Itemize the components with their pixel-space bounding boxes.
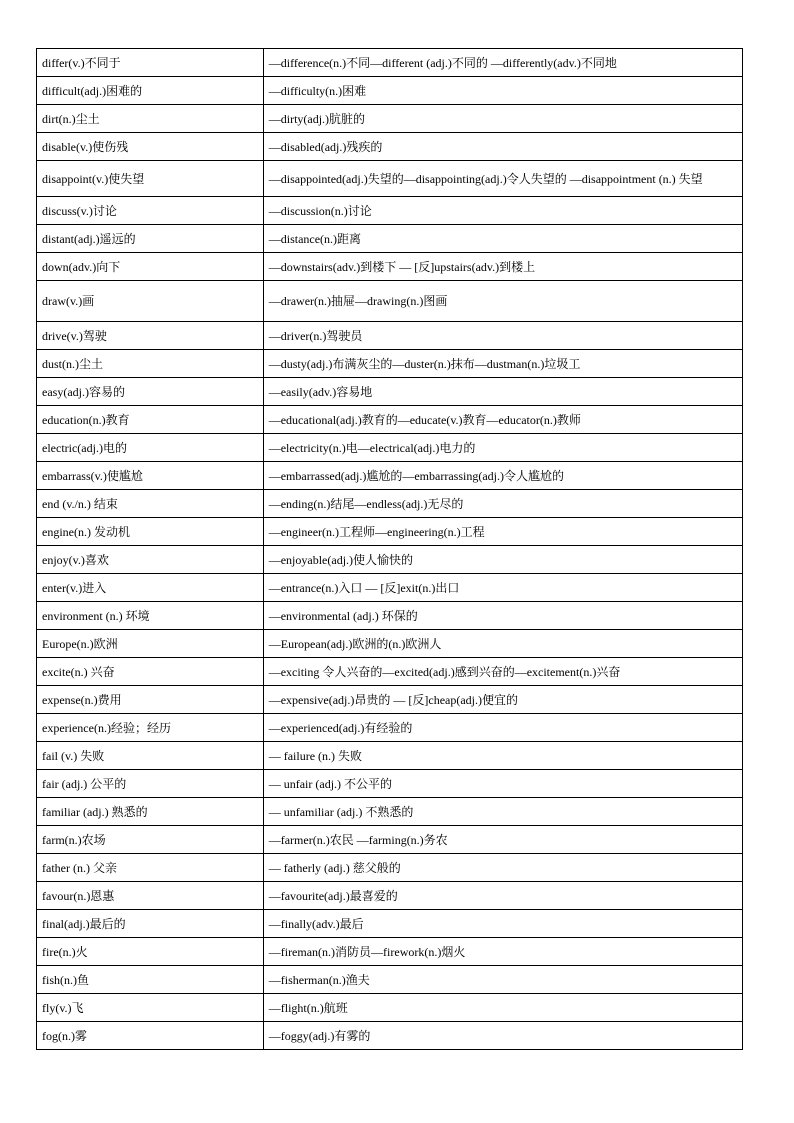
derivatives-cell: —drawer(n.)抽屉—drawing(n.)图画 xyxy=(263,281,742,322)
word-cell: difficult(adj.)困难的 xyxy=(37,77,264,105)
table-row xyxy=(37,714,743,742)
word-cell: differ(v.)不同于 xyxy=(37,49,264,77)
derivatives-cell: —environmental (adj.) 环保的 xyxy=(263,602,742,630)
table-row xyxy=(37,281,743,322)
table-row xyxy=(37,966,743,994)
table-row xyxy=(37,490,743,518)
derivatives-cell: —exciting 令人兴奋的—excited(adj.)感到兴奋的—excitement(n.)兴奋 xyxy=(263,658,742,686)
word-cell: engine(n.) 发动机 xyxy=(37,518,264,546)
word-cell: excite(n.) 兴奋 xyxy=(37,658,264,686)
table-row xyxy=(37,658,743,686)
word-cell: electric(adj.)电的 xyxy=(37,434,264,462)
table-row xyxy=(37,1022,743,1050)
word-cell: dust(n.)尘土 xyxy=(37,350,264,378)
derivatives-cell: —European(adj.)欧洲的(n.)欧洲人 xyxy=(263,630,742,658)
word-cell: enjoy(v.)喜欢 xyxy=(37,546,264,574)
derivatives-cell: —distance(n.)距离 xyxy=(263,225,742,253)
derivatives-cell: —dusty(adj.)布满灰尘的—duster(n.)抹布—dustman(n.)垃圾工 xyxy=(263,350,742,378)
derivatives-cell: — fatherly (adj.) 慈父般的 xyxy=(263,854,742,882)
table-row xyxy=(37,133,743,161)
word-cell: discuss(v.)讨论 xyxy=(37,197,264,225)
word-cell: disappoint(v.)使失望 xyxy=(37,161,264,197)
derivatives-cell: —easily(adv.)容易地 xyxy=(263,378,742,406)
word-cell: draw(v.)画 xyxy=(37,281,264,322)
derivatives-cell: —driver(n.)驾驶员 xyxy=(263,322,742,350)
table-row xyxy=(37,49,743,77)
derivatives-cell: —fireman(n.)消防员—firework(n.)烟火 xyxy=(263,938,742,966)
derivatives-cell: —fisherman(n.)渔夫 xyxy=(263,966,742,994)
table-row xyxy=(37,854,743,882)
table-row xyxy=(37,742,743,770)
table-row xyxy=(37,630,743,658)
word-cell: fail (v.) 失败 xyxy=(37,742,264,770)
table-row xyxy=(37,882,743,910)
derivatives-cell: —foggy(adj.)有雾的 xyxy=(263,1022,742,1050)
word-cell: experience(n.)经验；经历 xyxy=(37,714,264,742)
word-cell: distant(adj.)遥远的 xyxy=(37,225,264,253)
table-row xyxy=(37,77,743,105)
table-row xyxy=(37,434,743,462)
table-row xyxy=(37,161,743,197)
word-cell: Europe(n.)欧洲 xyxy=(37,630,264,658)
word-cell: end (v./n.) 结束 xyxy=(37,490,264,518)
derivatives-cell: —farmer(n.)农民 —farming(n.)务农 xyxy=(263,826,742,854)
table-row xyxy=(37,322,743,350)
table-row xyxy=(37,406,743,434)
derivatives-cell: —difficulty(n.)困难 xyxy=(263,77,742,105)
table-row xyxy=(37,938,743,966)
derivatives-cell: —favourite(adj.)最喜爱的 xyxy=(263,882,742,910)
derivatives-cell: —expensive(adj.)昂贵的 — [反]cheap(adj.)便宜的 xyxy=(263,686,742,714)
derivatives-cell: —enjoyable(adj.)使人愉快的 xyxy=(263,546,742,574)
table-row xyxy=(37,462,743,490)
table-row xyxy=(37,798,743,826)
table-row xyxy=(37,225,743,253)
vocabulary-table xyxy=(36,48,743,1050)
word-cell: favour(n.)恩惠 xyxy=(37,882,264,910)
derivatives-cell: —embarrassed(adj.)尴尬的—embarrassing(adj.)令人尴尬的 xyxy=(263,462,742,490)
derivatives-cell: —ending(n.)结尾—endless(adj.)无尽的 xyxy=(263,490,742,518)
word-cell: farm(n.)农场 xyxy=(37,826,264,854)
derivatives-cell: —educational(adj.)教育的—educate(v.)教育—educator(n.)教师 xyxy=(263,406,742,434)
derivatives-cell: —entrance(n.)入口 — [反]exit(n.)出口 xyxy=(263,574,742,602)
word-cell: fair (adj.) 公平的 xyxy=(37,770,264,798)
table-row xyxy=(37,686,743,714)
table-row xyxy=(37,350,743,378)
derivatives-cell: — failure (n.) 失败 xyxy=(263,742,742,770)
vocabulary-table-body xyxy=(37,49,743,1050)
table-row xyxy=(37,105,743,133)
table-row xyxy=(37,770,743,798)
table-row xyxy=(37,602,743,630)
table-row xyxy=(37,910,743,938)
derivatives-cell: —downstairs(adv.)到楼下 — [反]upstairs(adv.)到楼上 xyxy=(263,253,742,281)
table-row xyxy=(37,197,743,225)
derivatives-cell: —disappointed(adj.)失望的—disappointing(adj.)令人失望的 —disappointment (n.) 失望 xyxy=(263,161,742,197)
word-cell: expense(n.)费用 xyxy=(37,686,264,714)
table-row xyxy=(37,253,743,281)
table-row xyxy=(37,574,743,602)
derivatives-cell: — unfamiliar (adj.) 不熟悉的 xyxy=(263,798,742,826)
derivatives-cell: —experienced(adj.)有经验的 xyxy=(263,714,742,742)
table-row xyxy=(37,826,743,854)
word-cell: dirt(n.)尘土 xyxy=(37,105,264,133)
derivatives-cell: —dirty(adj.)肮脏的 xyxy=(263,105,742,133)
derivatives-cell: —disabled(adj.)残疾的 xyxy=(263,133,742,161)
derivatives-cell: —difference(n.)不同—different (adj.)不同的 —differently(adv.)不同地 xyxy=(263,49,742,77)
derivatives-cell: —finally(adv.)最后 xyxy=(263,910,742,938)
table-row xyxy=(37,994,743,1022)
word-cell: down(adv.)向下 xyxy=(37,253,264,281)
word-cell: final(adj.)最后的 xyxy=(37,910,264,938)
derivatives-cell: —electricity(n.)电—electrical(adj.)电力的 xyxy=(263,434,742,462)
table-row xyxy=(37,546,743,574)
word-cell: environment (n.) 环境 xyxy=(37,602,264,630)
derivatives-cell: —discussion(n.)讨论 xyxy=(263,197,742,225)
table-row xyxy=(37,518,743,546)
derivatives-cell: —engineer(n.)工程师—engineering(n.)工程 xyxy=(263,518,742,546)
word-cell: education(n.)教育 xyxy=(37,406,264,434)
word-cell: enter(v.)进入 xyxy=(37,574,264,602)
derivatives-cell: — unfair (adj.) 不公平的 xyxy=(263,770,742,798)
word-cell: easy(adj.)容易的 xyxy=(37,378,264,406)
word-cell: fog(n.)雾 xyxy=(37,1022,264,1050)
word-cell: fly(v.)飞 xyxy=(37,994,264,1022)
derivatives-cell: —flight(n.)航班 xyxy=(263,994,742,1022)
word-cell: familiar (adj.) 熟悉的 xyxy=(37,798,264,826)
word-cell: fish(n.)鱼 xyxy=(37,966,264,994)
word-cell: drive(v.)驾驶 xyxy=(37,322,264,350)
word-cell: disable(v.)使伤残 xyxy=(37,133,264,161)
word-cell: fire(n.)火 xyxy=(37,938,264,966)
table-row xyxy=(37,378,743,406)
word-cell: embarrass(v.)使尴尬 xyxy=(37,462,264,490)
word-cell: father (n.) 父亲 xyxy=(37,854,264,882)
